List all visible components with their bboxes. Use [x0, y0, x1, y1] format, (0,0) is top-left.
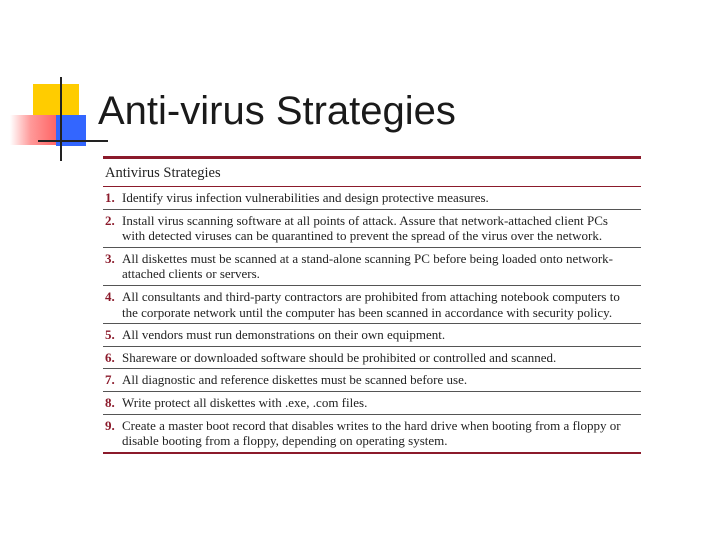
item-number: 2. — [105, 212, 115, 228]
logo-vertical-line — [60, 77, 62, 161]
item-text: All diskettes must be scanned at a stand-alone scanning PC before being loaded onto network-attached clients or servers. — [122, 250, 613, 282]
item-number: 4. — [105, 288, 115, 304]
item-number: 6. — [105, 349, 115, 365]
table-bottom-rule — [103, 452, 641, 454]
item-text: Create a master boot record that disables writes to the hard drive when booting from a floppy or disable booting from a floppy, depending on operating system. — [122, 417, 621, 449]
item-text: Shareware or downloaded software should be prohibited or controlled and scanned. — [122, 349, 557, 365]
table-row — [103, 415, 641, 452]
strategies-table — [103, 156, 641, 454]
table-row — [103, 248, 641, 286]
item-number: 3. — [105, 250, 115, 266]
item-number: 8. — [105, 394, 115, 410]
item-number: 5. — [105, 327, 115, 343]
item-text: All vendors must run demonstrations on their own equipment. — [122, 327, 446, 343]
item-text: Identify virus infection vulnerabilities and design protective measures. — [122, 190, 489, 205]
item-number: 9. — [105, 417, 115, 433]
table-row — [103, 210, 641, 248]
table-title: Antivirus Strategies — [105, 165, 221, 181]
table-row — [103, 392, 641, 415]
table-row — [103, 286, 641, 324]
table-row — [103, 187, 641, 210]
item-text: Install virus scanning software at all points of attack. Assure that network-attached client PCs with detected viruses can be quarantined to prevent the spread of the virus over the network. — [122, 212, 608, 244]
item-number: 7. — [105, 372, 115, 388]
item-number: 1. — [105, 190, 115, 205]
logo-horizontal-line — [38, 140, 108, 142]
item-text: All consultants and third-party contractors are prohibited from attaching notebook computers to the corporate network until the computer has been scanned in accordance with security policy. — [122, 288, 620, 320]
item-text: Write protect all diskettes with .exe, .com files. — [122, 394, 368, 410]
table-row — [103, 347, 641, 370]
item-text: All diagnostic and reference diskettes must be scanned before use. — [122, 372, 468, 388]
table-rows — [103, 187, 641, 452]
table-row — [103, 324, 641, 347]
table-row — [103, 369, 641, 392]
slide-title: Anti-virus Strategies — [98, 89, 456, 133]
